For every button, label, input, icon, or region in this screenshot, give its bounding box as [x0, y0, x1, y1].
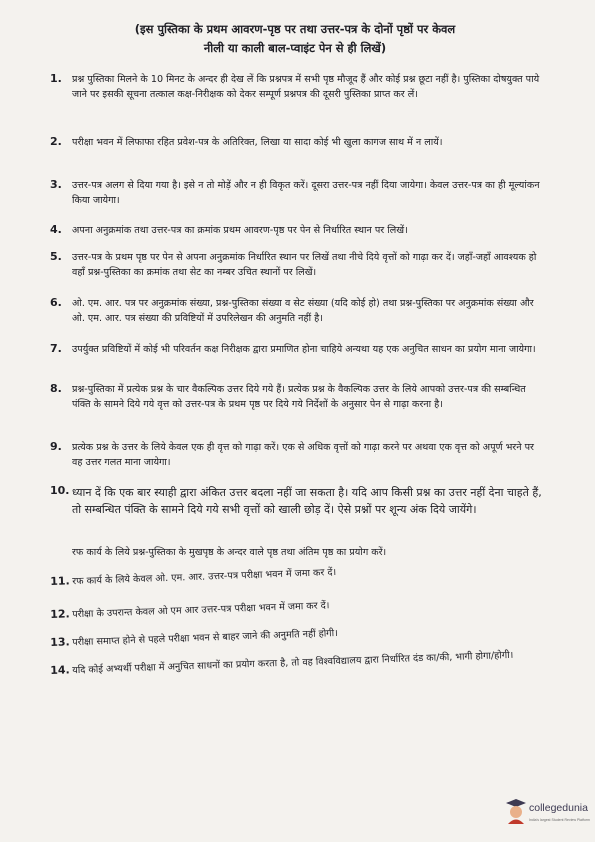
- instruction-14: [50, 647, 550, 677]
- instruction-12: [50, 591, 550, 621]
- instruction-number: 1.: [50, 72, 62, 85]
- instruction-13: [50, 619, 550, 649]
- header-line-2: नीली या काली बाल-प्वाइंट पेन से ही लिखें): [203, 41, 387, 55]
- instruction-number: 2.: [50, 135, 62, 148]
- instruction-text: उपर्युक्त प्रविष्टियों में कोई भी परिवर्तन कक्ष निरीक्षक द्वारा प्रमाणित होना चाहिये अन्यथा यह एक अनुचित साधन का प्रयोग माना जायेगा।: [72, 344, 536, 355]
- instruction-text: उत्तर-पत्र के प्रथम पृष्ठ पर पेन से अपना अनुक्रमांक निर्धारित स्थान पर लिखें तथा नीचे दिये वृत्तों को गाढ़ा कर दें। जहाँ-जहाँ आवश्यक हो वहाँ प्रश्न-पुस्तिका का क्रमांक तथा सेट का नम्बर उचित स्थानों पर लिखें।: [72, 252, 537, 278]
- instruction-text: रफ कार्य के लिये केवल ओ. एम. आर. उत्तर-पत्र परीक्षा भवन में जमा कर दें।: [72, 567, 337, 588]
- document-header: [60, 20, 530, 58]
- instruction-11: [50, 558, 550, 588]
- header-line-1: (इस पुस्तिका के प्रथम आवरण-पृष्ठ पर तथा उत्तर-पत्र के दोनों पृष्ठों पर केवल: [134, 22, 456, 36]
- graduate-icon: [505, 798, 527, 824]
- instruction-text: ध्यान दें कि एक बार स्याही द्वारा अंकित उत्तर बदला नहीं जा सकता है। यदि आप किसी प्रश्न का उत्तर नहीं देना चाहते हैं, तो सम्बन्धित पंक्ति के सामने दिये गये सभी वृत्तों को खाली छोड़ दें। ऐसे प्रश्नों पर शून्य अंक दिये जायेंगे।: [72, 486, 542, 516]
- instruction-text: प्रश्न पुस्तिका मिलने के 10 मिनट के अन्दर ही देख लें कि प्रश्नपत्र में सभी पृष्ठ मौजूद हैं और कोई प्रश्न छूटा नहीं है। पुस्तिका दोषयुक्त पाये जाने पर इसकी सूचना तत्काल कक्ष-निरीक्षक को देकर सम्पूर्ण प्रश्नपत्र की दूसरी पुस्तिका प्राप्त कर लें।: [72, 74, 540, 100]
- instruction-text: परीक्षा के उपरान्त केवल ओ एम आर उत्तर-पत्र परीक्षा भवन में जमा कर दें।: [72, 600, 330, 621]
- instruction-text: अपना अनुक्रमांक तथा उत्तर-पत्र का क्रमांक प्रथम आवरण-पृष्ठ पर पेन से निर्धारित स्थान पर लिखें।: [72, 225, 408, 236]
- instruction-number: 7.: [50, 342, 62, 355]
- instruction-number: 3.: [50, 178, 62, 191]
- instruction-number: 5.: [50, 250, 62, 263]
- instruction-text: प्रश्न-पुस्तिका में प्रत्येक प्रश्न के चार वैकल्पिक उत्तर दिये गये हैं। प्रत्येक प्रश्न के वैकल्पिक उत्तर के लिये आपको उत्तर-पत्र की सम्बन्धित पंक्ति के सामने दिये गये वृत्त को उत्तर-पत्र के प्रथम पृष्ठ पर दिये गये निर्देशों के अनुसार पेन से गाढ़ा करना है।: [72, 384, 526, 410]
- instruction-number: 9.: [50, 440, 62, 453]
- collegedunia-logo: [505, 796, 590, 830]
- logo-tagline: India's largest Student Review Platform: [529, 818, 590, 822]
- instruction-text: उत्तर-पत्र अलग से दिया गया है। इसे न तो मोड़ें और न ही विकृत करें। दूसरा उत्तर-पत्र नहीं दिया जायेगा। केवल उत्तर-पत्र का ही मूल्यांकन किया जायेगा।: [72, 180, 540, 206]
- instruction-text: प्रत्येक प्रश्न के उत्तर के लिये केवल एक ही वृत्त को गाढ़ा करें। एक से अधिक वृत्तों को गाढ़ा करने पर अथवा एक वृत्त को अपूर्ण भरने पर वह उत्तर गलत माना जायेगा।: [72, 442, 534, 468]
- instruction-text: रफ कार्य के लिये प्रश्न-पुस्तिका के मुखपृष्ठ के अन्दर वाले पृष्ठ तथा अंतिम पृष्ठ का प्रयोग करें।: [72, 547, 387, 558]
- instruction-number: 8.: [50, 382, 62, 395]
- instruction-text: परीक्षा समाप्त होने से पहले परीक्षा भवन से बाहर जाने की अनुमति नहीं होगी।: [72, 627, 338, 649]
- instruction-text: यदि कोई अभ्यर्थी परीक्षा में अनुचित साधनों का प्रयोग करता है, तो वह विश्वविद्यालय द्वारा निर्धारित दंड का/की, भागी होगा/होगी।: [72, 649, 514, 677]
- instruction-number: 11.: [50, 574, 70, 588]
- instruction-number: 14.: [50, 663, 70, 677]
- instruction-number: 6.: [50, 296, 62, 309]
- logo-text: collegedunia: [529, 802, 588, 814]
- instruction-number: 4.: [50, 223, 62, 236]
- instruction-text: परीक्षा भवन में लिफाफा रहित प्रवेश-पत्र के अतिरिक्त, लिखा या सादा कोई भी खुला कागज साथ में न लायें।: [72, 137, 443, 148]
- instruction-number: 12.: [50, 607, 70, 621]
- instruction-text: ओ. एम. आर. पत्र पर अनुक्रमांक संख्या, प्रश्न-पुस्तिका संख्या व सेट संख्या (यदि कोई हो) तथा प्रश्न-पुस्तिका पर अनुक्रमांक संख्या और ओ. एम. आर. पत्र संख्या की प्रविष्टियों में उपरिलेखन की अनुमति नहीं है।: [72, 298, 534, 324]
- instruction-number: 10.: [50, 484, 70, 497]
- instruction-number: 13.: [50, 635, 70, 649]
